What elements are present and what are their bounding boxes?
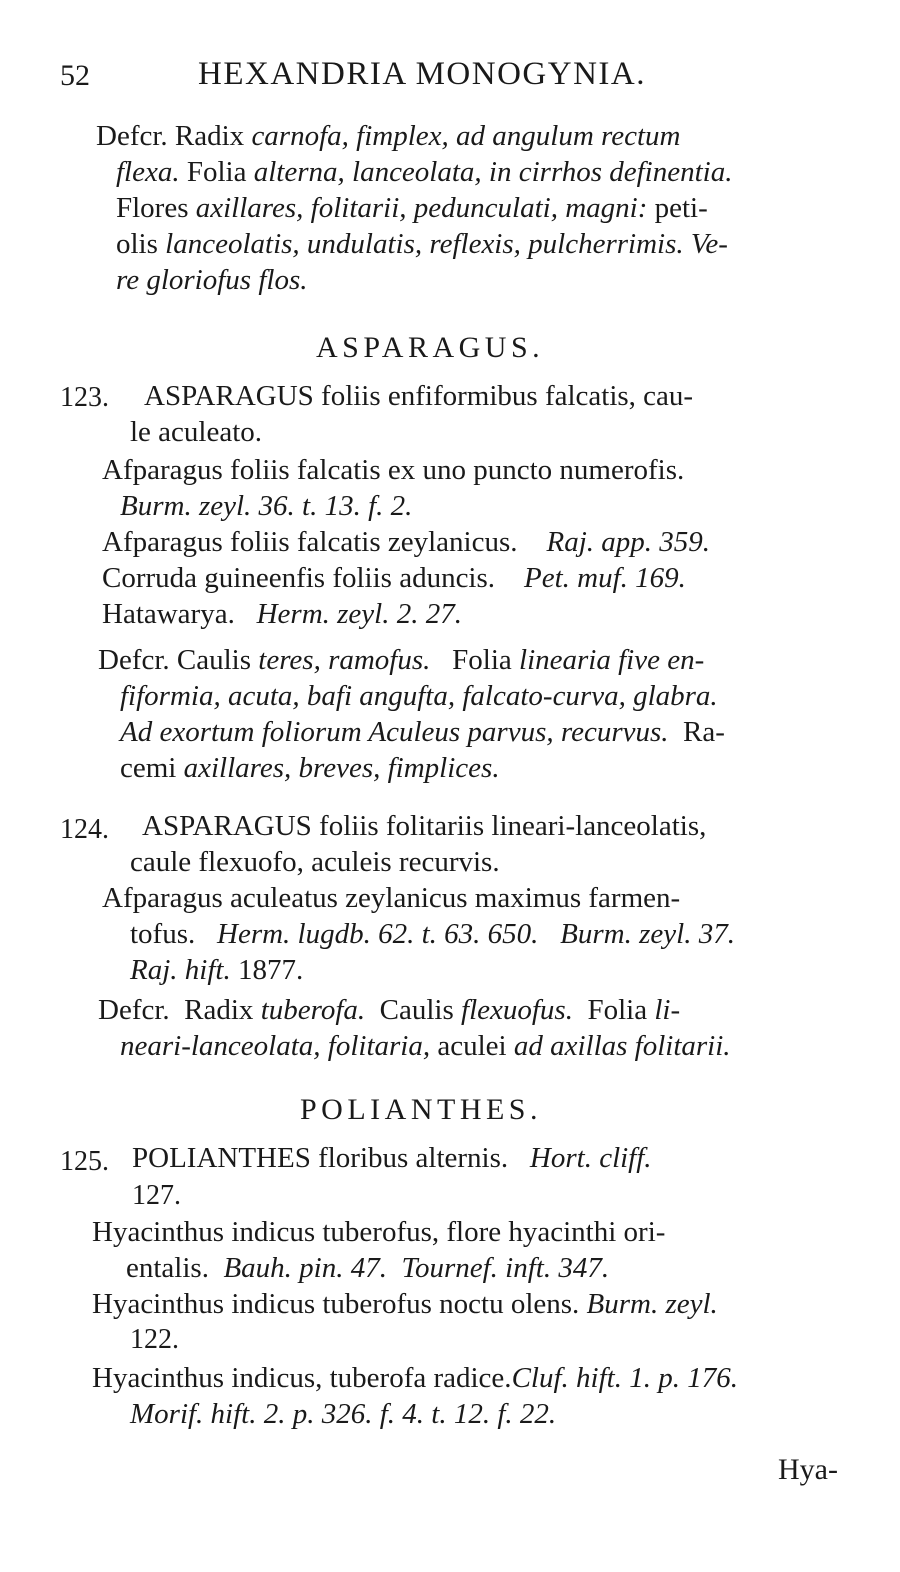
s124-synonym-1b: tofus. Herm. lugdb. 62. t. 63. 650. Burm. zeyl. 37. — [130, 918, 735, 950]
species-number-123: 123. — [60, 382, 109, 413]
intro-line-4: olis lanceolatis, undulatis, reflexis, pulcherrimis. Ve- — [116, 228, 728, 260]
s124-synonym-1c: Raj. hift. 1877. — [130, 954, 304, 986]
s123-synonym-2: Afparagus foliis falcatis zeylanicus. Raj. app. 359. — [102, 526, 711, 558]
s125-synonym-1a: Hyacinthus indicus tuberofus, flore hyacinthi ori- — [92, 1216, 666, 1248]
species-125-line-2: 127. — [132, 1180, 181, 1211]
s125-synonym-2a: Hyacinthus indicus tuberofus noctu olens. Burm. zeyl. — [92, 1288, 718, 1320]
s123-description-3: Ad exortum foliorum Aculeus parvus, recurvus. Ra- — [120, 716, 725, 748]
species-123-line-2: le aculeato. — [130, 416, 263, 448]
s124-synonym-1a: Afparagus aculeatus zeylanicus maximus farmen- — [102, 882, 681, 914]
intro-line-1: Defcr. Radix carnofa, fimplex, ad angulum rectum — [96, 120, 681, 152]
s125-synonym-1b: entalis. Bauh. pin. 47. Tournef. inft. 347. — [126, 1252, 610, 1284]
s124-description-2: neari-lanceolata, folitaria, aculei ad axillas folitarii. — [120, 1030, 731, 1062]
s123-description-2: fiformia, acuta, bafi angufta, falcato-curva, glabra. — [120, 680, 718, 712]
species-124-line-1: ASPARAGUS foliis folitariis lineari-lanceolatis, — [142, 810, 707, 842]
species-number-125: 125. — [60, 1146, 109, 1177]
s124-description-1: Defcr. Radix tuberofa. Caulis flexuofus. Folia li- — [98, 994, 681, 1026]
s123-description-4: cemi axillares, breves, fimplices. — [120, 752, 500, 784]
intro-line-5: re gloriofus flos. — [116, 264, 308, 296]
species-123-line-1: ASPARAGUS foliis enfiformibus falcatis, cau- — [144, 380, 694, 412]
running-head: HEXANDRIA MONOGYNIA. — [198, 56, 646, 92]
s123-synonym-1a: Afparagus foliis falcatis ex uno puncto numerofis. — [102, 454, 685, 486]
species-number-124: 124. — [60, 814, 109, 845]
section-heading-polianthes: POLIANTHES. — [300, 1093, 542, 1126]
s125-synonym-2b: 122. — [130, 1324, 179, 1355]
section-heading-asparagus: ASPARAGUS. — [316, 331, 545, 364]
species-125-line-1: POLIANTHES floribus alternis. Hort. cliff. — [132, 1142, 652, 1174]
s123-synonym-4: Hatawarya. Herm. zeyl. 2. 27. — [102, 598, 462, 630]
s125-synonym-3a: Hyacinthus indicus, tuberofa radice.Cluf. hift. 1. p. 176. — [92, 1362, 738, 1394]
species-124-line-2: caule flexuofo, aculeis recurvis. — [130, 846, 500, 878]
catchword: Hya- — [778, 1453, 838, 1486]
s123-description-1: Defcr. Caulis teres, ramofus. Folia linearia five en- — [98, 644, 705, 676]
intro-line-3: Flores axillares, folitarii, pedunculati, magni: peti- — [116, 192, 708, 224]
s123-synonym-1b: Burm. zeyl. 36. t. 13. f. 2. — [120, 490, 413, 522]
s123-synonym-3: Corruda guineenfis foliis aduncis. Pet. muf. 169. — [102, 562, 686, 594]
s125-synonym-3b: Morif. hift. 2. p. 326. f. 4. t. 12. f. 22. — [130, 1398, 557, 1430]
intro-line-2: flexa. Folia alterna, lanceolata, in cirrhos definentia. — [116, 156, 733, 188]
page-number: 52 — [60, 59, 90, 92]
